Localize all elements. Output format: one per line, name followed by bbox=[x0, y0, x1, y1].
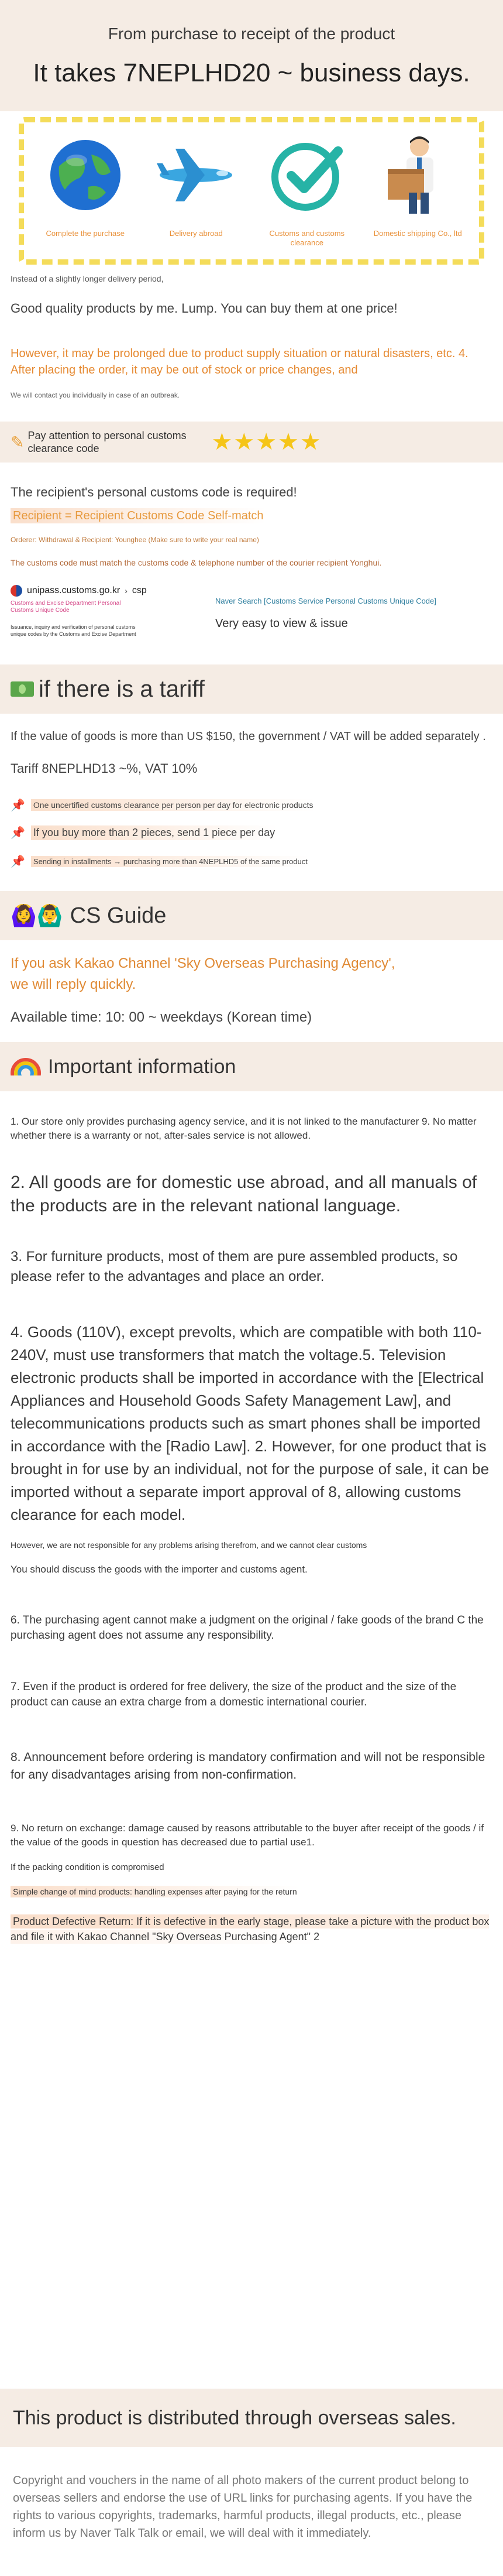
important-item-3: 3. For furniture products, most of them are pure assembled products, so please refer to the advantages and place an order. bbox=[11, 1249, 458, 1284]
cs-banner bbox=[0, 891, 503, 940]
money-icon bbox=[11, 681, 34, 697]
important-item-12: Simple change of mind products: handling expenses after paying for the return bbox=[11, 1886, 492, 1897]
step-domestic-shipping bbox=[368, 134, 467, 238]
pencil-icon: ✎ bbox=[11, 433, 25, 451]
faces-icon: 🙆‍♀️🙆‍♂️ bbox=[11, 903, 63, 927]
rainbow-icon bbox=[11, 1058, 41, 1075]
important-item-4: 4. Goods (110V), except prevolts, which are compatible with both 110-240V, must use transformers that match the voltage.5. Television electronic products shall be imported in accordance with the [Electrical Appliances and Household Goods Safety Management Law], and telecommunications products such as smart phones shall be imported in accordance with the [Radio Law]. 2. However, for one product that is brought in for use by an individual, not for the purpose of sale, it can be imported without a separate import approval of 8, allowing customs clearance for each model. bbox=[11, 1323, 490, 1523]
delivery-steps bbox=[19, 117, 484, 265]
intro-line-4: We will contact you individually in case of an outbreak. bbox=[11, 391, 180, 399]
tariff-pin-2: 📌 If you buy more than 2 pieces, send 1 piece per day bbox=[11, 817, 492, 848]
globe-icon bbox=[36, 134, 135, 216]
important-item-8: 7. Even if the product is ordered for free delivery, the size of the product and the size of the product can cause an extra charge from a domestic international courier. bbox=[11, 1681, 457, 1708]
intro-line-3: However, it may be prolonged due to product supply situation or natural disasters, etc. 4. After placing the order, it may be out of stock or price changes, and bbox=[11, 347, 468, 376]
unipass-site: unipass.customs.go.kr bbox=[27, 585, 120, 595]
tariff-line-1: If the value of goods is more than US $150, the government / VAT will be added separately . bbox=[11, 730, 486, 743]
important-item-9: 8. Announcement before ordering is mandatory confirmation and will not be responsible for any disadvantages arising from non-confirmation. bbox=[11, 1751, 485, 1782]
airplane-icon bbox=[146, 134, 246, 216]
customs-banner bbox=[0, 422, 503, 463]
unipass-desc: Issuance, inquiry and verification of personal customs unique codes by the Customs and Excise Department bbox=[11, 624, 136, 637]
important-item-11: If the packing condition is compromised bbox=[11, 1862, 164, 1872]
footer-banner-text: This product is distributed through overseas sales. bbox=[13, 2406, 456, 2429]
pushpin-icon: 📌 bbox=[11, 826, 25, 840]
important-item-6: You should discuss the goods with the importer and customs agent. bbox=[11, 1564, 308, 1575]
easy-text: Very easy to view & issue bbox=[215, 617, 348, 630]
important-banner bbox=[0, 1042, 503, 1091]
rating-stars: ★★★★★ bbox=[211, 429, 322, 455]
cs-title: CS Guide bbox=[70, 903, 167, 928]
pushpin-icon: 📌 bbox=[11, 799, 25, 812]
important-item-2: 2. All goods are for domestic use abroad, and all manuals of the products are in the relevant national language. bbox=[11, 1173, 477, 1215]
header-subtitle: From purchase to receipt of the product bbox=[108, 25, 395, 43]
tariff-line-2: Tariff 8NEPLHD13 ~%, VAT 10% bbox=[11, 761, 198, 776]
step-customs bbox=[257, 134, 357, 248]
important-item-1: 1. Our store only provides purchasing agency service, and it is not linked to the manufacturer 9. No matter whether there is a warranty or not, after-sales service is not allowed. bbox=[11, 1116, 477, 1141]
step-label: Customs and customs clearance bbox=[269, 229, 345, 247]
customs-banner-text: Pay attention to personal customs clearance code bbox=[27, 430, 187, 454]
tariff-pin-3: 📌 Sending in installments → purchasing more than 4NEPLHD5 of the same product bbox=[11, 848, 492, 875]
important-item-13: Product Defective Return: If it is defective in the early stage, please take a picture with the product box and file it with Kakao Channel "Sky Overseas Purchasing Agent" 2 bbox=[11, 1916, 490, 1943]
cs-line-2: Available time: 10: 00 ~ weekdays (Korean time) bbox=[11, 1009, 312, 1025]
unipass-icon bbox=[11, 585, 22, 597]
step-purchase bbox=[36, 134, 135, 238]
unipass-dept: Customs and Excise Department Personal Customs Unique Code bbox=[11, 600, 121, 614]
step-label: Complete the purchase bbox=[46, 229, 125, 238]
intro-line-1: Instead of a slightly longer delivery period, bbox=[11, 274, 164, 283]
important-item-7: 6. The purchasing agent cannot make a judgment on the original / fake goods of the brand C the purchasing agent does not assume any responsibility. bbox=[11, 1614, 484, 1642]
step-delivery-abroad bbox=[146, 134, 246, 238]
delivery-man-icon bbox=[368, 134, 467, 216]
step-label: Delivery abroad bbox=[169, 229, 223, 238]
header-title: It takes 7NEPLHD20 ~ business days. bbox=[33, 59, 470, 87]
naver-info bbox=[215, 585, 436, 638]
tariff-title: if there is a tariff bbox=[39, 676, 205, 702]
checkmark-icon bbox=[257, 134, 357, 216]
footer-banner bbox=[0, 2389, 503, 2447]
footer-text: Copyright and vouchers in the name of all photo makers of the current product belong to overseas sellers and endorse the use of URL links for purchasing agents. If you have the rights to various copyrights, trademarks, harmful products, illegal products, etc., please inform us by Naver Talk Talk or email, we will deal with it immediately. bbox=[13, 2474, 473, 2540]
important-item-10: 9. No return on exchange: damage caused by reasons attributable to the buyer after receipt of the goods / if the value of the goods in question has decreased due to partial use1. bbox=[11, 1823, 484, 1848]
customs-orderer: Orderer: Withdrawal & Recipient: Younghee (Make sure to write your real name) bbox=[11, 536, 259, 544]
tariff-banner bbox=[0, 664, 503, 714]
cs-line-1: If you ask Kakao Channel 'Sky Overseas Purchasing Agency', we will reply quickly. bbox=[11, 955, 395, 992]
tariff-pin-1: 📌 One uncertified customs clearance per person per day for electronic products bbox=[11, 793, 492, 817]
pushpin-icon: 📌 bbox=[11, 855, 25, 868]
naver-search-text: Naver Search [Customs Service Personal Customs Unique Code] bbox=[215, 597, 436, 605]
customs-info-row bbox=[11, 585, 492, 638]
intro-line-2: Good quality products by me. Lump. You can buy them at one price! bbox=[11, 301, 398, 316]
important-title: Important information bbox=[48, 1055, 236, 1078]
header-band bbox=[0, 0, 503, 111]
customs-must: The customs code must match the customs code & telephone number of the courier recipient Yonghui. bbox=[11, 558, 382, 567]
customs-required: The recipient's personal customs code is required! bbox=[11, 485, 297, 499]
step-label: Domestic shipping Co., ltd bbox=[373, 229, 462, 238]
unipass-tag: csp bbox=[132, 585, 147, 595]
unipass-logo: unipass.customs.go.kr › csp Customs and Excise Department Personal Customs Unique Code Issuance, inquiry and verification of personal customs unique codes by the Customs and Excise Department bbox=[11, 585, 204, 638]
important-item-5: However, we are not responsible for any problems arising therefrom, and we cannot clear customs bbox=[11, 1540, 367, 1550]
customs-match: Recipient = Recipient Customs Code Self-match bbox=[11, 509, 492, 523]
